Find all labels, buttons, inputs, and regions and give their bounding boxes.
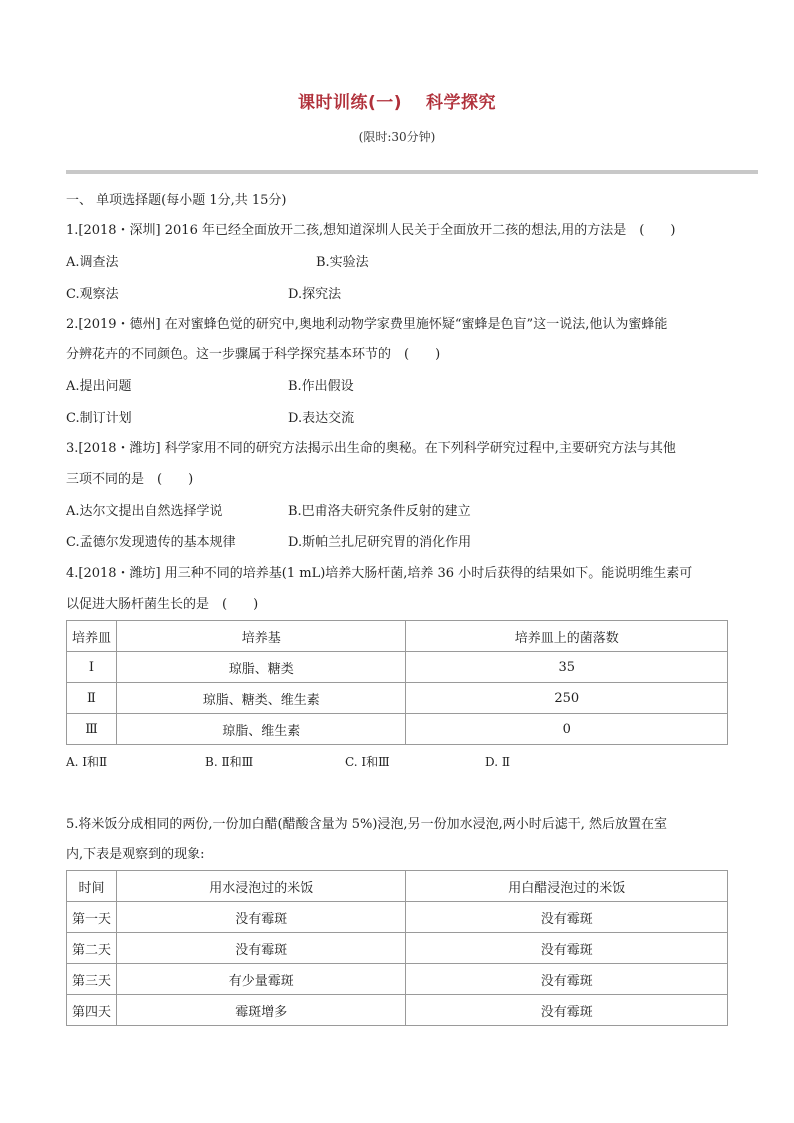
header-divider	[66, 170, 758, 174]
rice-observation-table	[66, 870, 728, 1026]
table-cell: 有少量霉斑	[116, 964, 406, 995]
table-row	[67, 652, 728, 683]
table-header-cell: 培养基	[116, 621, 406, 652]
table-header-cell: 用白醋浸泡过的米饭	[406, 871, 728, 902]
table-cell: 没有霉斑	[406, 964, 728, 995]
table-cell: 琼脂、糖类	[116, 652, 406, 683]
q5-stem-line1: 5.将米饭分成相同的两份,一份加白醋(醋酸含量为 5%)浸泡,另一份加水浸泡,两小时后滤干, 然后放置在室	[66, 817, 667, 832]
table-cell: Ⅰ	[67, 652, 117, 683]
q3-option-d[interactable]: D.斯帕兰扎尼研究胃的消化作用	[288, 535, 472, 550]
table-cell: 第四天	[67, 995, 117, 1026]
time-limit: (限时:30分钟)	[358, 130, 436, 144]
table-cell: 琼脂、维生素	[116, 714, 406, 745]
table-cell: 0	[406, 714, 728, 745]
q4-stem-line2: 以促进大肠杆菌生长的是 ( )	[66, 597, 259, 612]
q2-option-c[interactable]: C.制订计划	[66, 411, 132, 426]
table-header-row	[67, 871, 728, 902]
section-heading: 一、 单项选择题(每小题 1分,共 15分)	[66, 193, 287, 208]
q4-stem-line1: 4.[2018・潍坊] 用三种不同的培养基(1 mL)培养大肠杆菌,培养 36 小时后获得的结果如下。能说明维生素可	[66, 566, 693, 581]
table-cell: 霉斑增多	[116, 995, 406, 1026]
table-row	[67, 714, 728, 745]
table-row	[67, 933, 728, 964]
q1-option-b[interactable]: B.实验法	[316, 255, 369, 270]
q1-option-a[interactable]: A.调查法	[66, 255, 119, 270]
table-cell: Ⅲ	[67, 714, 117, 745]
table-cell: 第一天	[67, 902, 117, 933]
q3-option-a[interactable]: A.达尔文提出自然选择学说	[66, 504, 223, 519]
table-header-row	[67, 621, 728, 652]
table-cell: 250	[406, 683, 728, 714]
q4-option-d[interactable]: D. Ⅱ	[485, 755, 510, 769]
q3-stem-line2: 三项不同的是 ( )	[66, 472, 194, 487]
page-title: 课时训练(一) 科学探究	[298, 93, 496, 113]
q1-stem: 1.[2018・深圳] 2016 年已经全面放开二孩,想知道深圳人民关于全面放开二孩的想法,用的方法是 ( )	[66, 223, 676, 238]
table-cell: 琼脂、糖类、维生素	[116, 683, 406, 714]
table-header-cell: 用水浸泡过的米饭	[116, 871, 406, 902]
q2-stem-line1: 2.[2019・德州] 在对蜜蜂色觉的研究中,奥地利动物学家费里施怀疑“蜜蜂是色盲”这一说法,他认为蜜蜂能	[66, 317, 668, 332]
table-cell: 没有霉斑	[116, 933, 406, 964]
q2-option-d[interactable]: D.表达交流	[288, 411, 355, 426]
table-cell: 没有霉斑	[406, 902, 728, 933]
table-cell: 没有霉斑	[406, 995, 728, 1026]
table-cell: 没有霉斑	[116, 902, 406, 933]
q5-stem-line2: 内,下表是观察到的现象:	[66, 847, 205, 862]
table-row	[67, 995, 728, 1026]
table-header-cell: 培养皿上的菌落数	[406, 621, 728, 652]
table-cell: 35	[406, 652, 728, 683]
table-row	[67, 902, 728, 933]
q1-option-d[interactable]: D.探究法	[288, 287, 342, 302]
table-cell: 第三天	[67, 964, 117, 995]
q2-stem-line2: 分辨花卉的不同颜色。这一步骤属于科学探究基本环节的 ( )	[66, 347, 441, 362]
table-row	[67, 964, 728, 995]
q2-option-a[interactable]: A.提出问题	[66, 379, 132, 394]
q4-option-a[interactable]: A. Ⅰ和Ⅱ	[66, 755, 108, 769]
q4-option-b[interactable]: B. Ⅱ和Ⅲ	[205, 755, 254, 769]
table-cell: Ⅱ	[67, 683, 117, 714]
q4-option-c[interactable]: C. Ⅰ和Ⅲ	[345, 755, 390, 769]
q3-option-b[interactable]: B.巴甫洛夫研究条件反射的建立	[288, 504, 471, 519]
table-row	[67, 683, 728, 714]
table-header-cell: 时间	[67, 871, 117, 902]
table-cell: 没有霉斑	[406, 933, 728, 964]
table-cell: 第二天	[67, 933, 117, 964]
table-header-cell: 培养皿	[67, 621, 117, 652]
q3-stem-line1: 3.[2018・潍坊] 科学家用不同的研究方法揭示出生命的奥秘。在下列科学研究过程中,主要研究方法与其他	[66, 441, 676, 456]
q1-option-c[interactable]: C.观察法	[66, 287, 119, 302]
q2-option-b[interactable]: B.作出假设	[288, 379, 354, 394]
culture-results-table	[66, 620, 728, 745]
q3-option-c[interactable]: C.孟德尔发现遗传的基本规律	[66, 535, 236, 550]
